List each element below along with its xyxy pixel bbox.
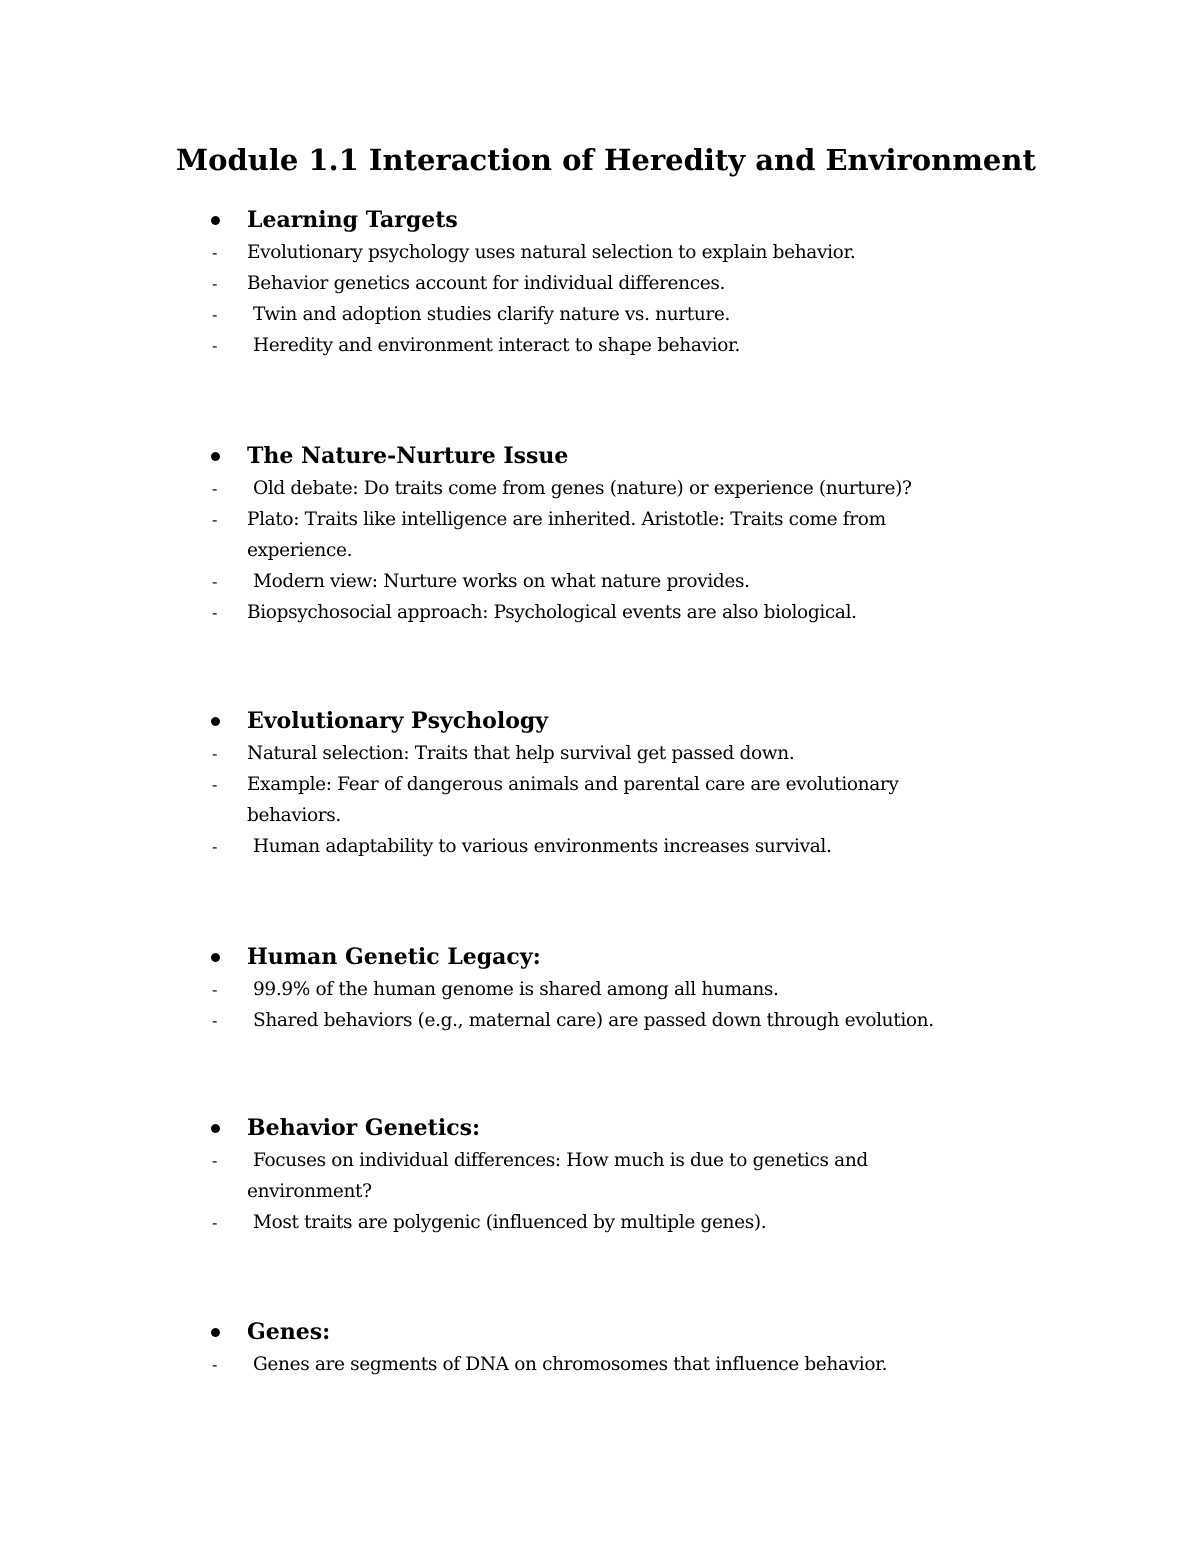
list-item	[0, 597, 1200, 628]
bullet-icon	[211, 216, 220, 225]
list-item	[0, 1349, 1200, 1380]
list-item-text: Heredity and environment interact to shape behavior.	[253, 335, 740, 356]
section-learning-targets	[0, 203, 1200, 361]
bullet-icon	[211, 452, 220, 461]
section-heading-text: Learning Targets	[247, 207, 458, 233]
list-item-text: Modern view: Nurture works on what nature provides.	[253, 571, 750, 592]
dash-icon: -	[212, 274, 218, 293]
list-item	[0, 473, 1200, 504]
list-item-text: Focuses on individual differences: How much is due to genetics and environment?	[247, 1150, 868, 1202]
section-heading-text: Behavior Genetics:	[247, 1115, 481, 1141]
dash-icon: -	[212, 510, 218, 529]
bullet-icon	[211, 1328, 220, 1337]
list-item	[0, 831, 1200, 862]
list-item	[0, 237, 1200, 268]
dash-icon: -	[212, 1355, 218, 1374]
list-item-text: 99.9% of the human genome is shared among all humans.	[253, 979, 779, 1000]
list-item-text: Example: Fear of dangerous animals and parental care are evolutionary behaviors.	[247, 774, 899, 826]
section-genes	[0, 1315, 1200, 1380]
list-item-text: Twin and adoption studies clarify nature vs. nurture.	[253, 304, 731, 325]
dash-icon: -	[212, 1213, 218, 1232]
section-human-genetic-legacy	[0, 940, 1200, 1036]
dash-icon: -	[212, 1011, 218, 1030]
list-item	[0, 268, 1200, 299]
list-item	[0, 769, 1200, 831]
section-evolutionary-psychology	[0, 704, 1200, 862]
dash-icon: -	[212, 336, 218, 355]
list-item-text: Plato: Traits like intelligence are inherited. Aristotle: Traits come from experience.	[247, 509, 886, 561]
list-item	[0, 1005, 1200, 1036]
section-heading-text: The Nature-Nurture Issue	[247, 443, 569, 469]
list-item	[0, 1145, 1200, 1207]
list-item	[0, 504, 1200, 566]
list-item-text: Most traits are polygenic (influenced by multiple genes).	[253, 1212, 767, 1233]
list-item	[0, 1207, 1200, 1238]
list-item	[0, 299, 1200, 330]
section-heading	[0, 1315, 1200, 1349]
list-item	[0, 974, 1200, 1005]
list-item-text: Evolutionary psychology uses natural selection to explain behavior.	[247, 242, 856, 263]
list-item-text: Behavior genetics account for individual differences.	[247, 273, 725, 294]
list-item	[0, 566, 1200, 597]
section-heading	[0, 704, 1200, 738]
section-heading-text: Human Genetic Legacy:	[247, 944, 541, 970]
section-heading	[0, 439, 1200, 473]
dash-icon: -	[212, 744, 218, 763]
dash-icon: -	[212, 479, 218, 498]
list-item	[0, 330, 1200, 361]
dash-icon: -	[212, 603, 218, 622]
dash-icon: -	[212, 572, 218, 591]
section-heading-text: Genes:	[247, 1319, 331, 1345]
bullet-icon	[211, 1124, 220, 1133]
list-item-text: Natural selection: Traits that help survival get passed down.	[247, 743, 795, 764]
section-heading	[0, 1111, 1200, 1145]
list-item-text: Shared behaviors (e.g., maternal care) are passed down through evolution.	[253, 1010, 934, 1031]
document-title: Module 1.1 Interaction of Heredity and Environment	[176, 143, 1036, 177]
dash-icon: -	[212, 980, 218, 999]
bullet-icon	[211, 717, 220, 726]
bullet-icon	[211, 953, 220, 962]
section-heading-text: Evolutionary Psychology	[247, 708, 549, 734]
dash-icon: -	[212, 305, 218, 324]
section-heading	[0, 940, 1200, 974]
dash-icon: -	[212, 1151, 218, 1170]
section-behavior-genetics	[0, 1111, 1200, 1238]
list-item-text: Human adaptability to various environments increases survival.	[253, 836, 832, 857]
list-item-text: Old debate: Do traits come from genes (nature) or experience (nurture)?	[253, 478, 912, 499]
dash-icon: -	[212, 837, 218, 856]
list-item-text: Biopsychosocial approach: Psychological events are also biological.	[247, 602, 857, 623]
dash-icon: -	[212, 243, 218, 262]
section-nature-nurture	[0, 439, 1200, 628]
dash-icon: -	[212, 775, 218, 794]
list-item-text: Genes are segments of DNA on chromosomes that influence behavior.	[253, 1354, 888, 1375]
list-item	[0, 738, 1200, 769]
section-heading	[0, 203, 1200, 237]
